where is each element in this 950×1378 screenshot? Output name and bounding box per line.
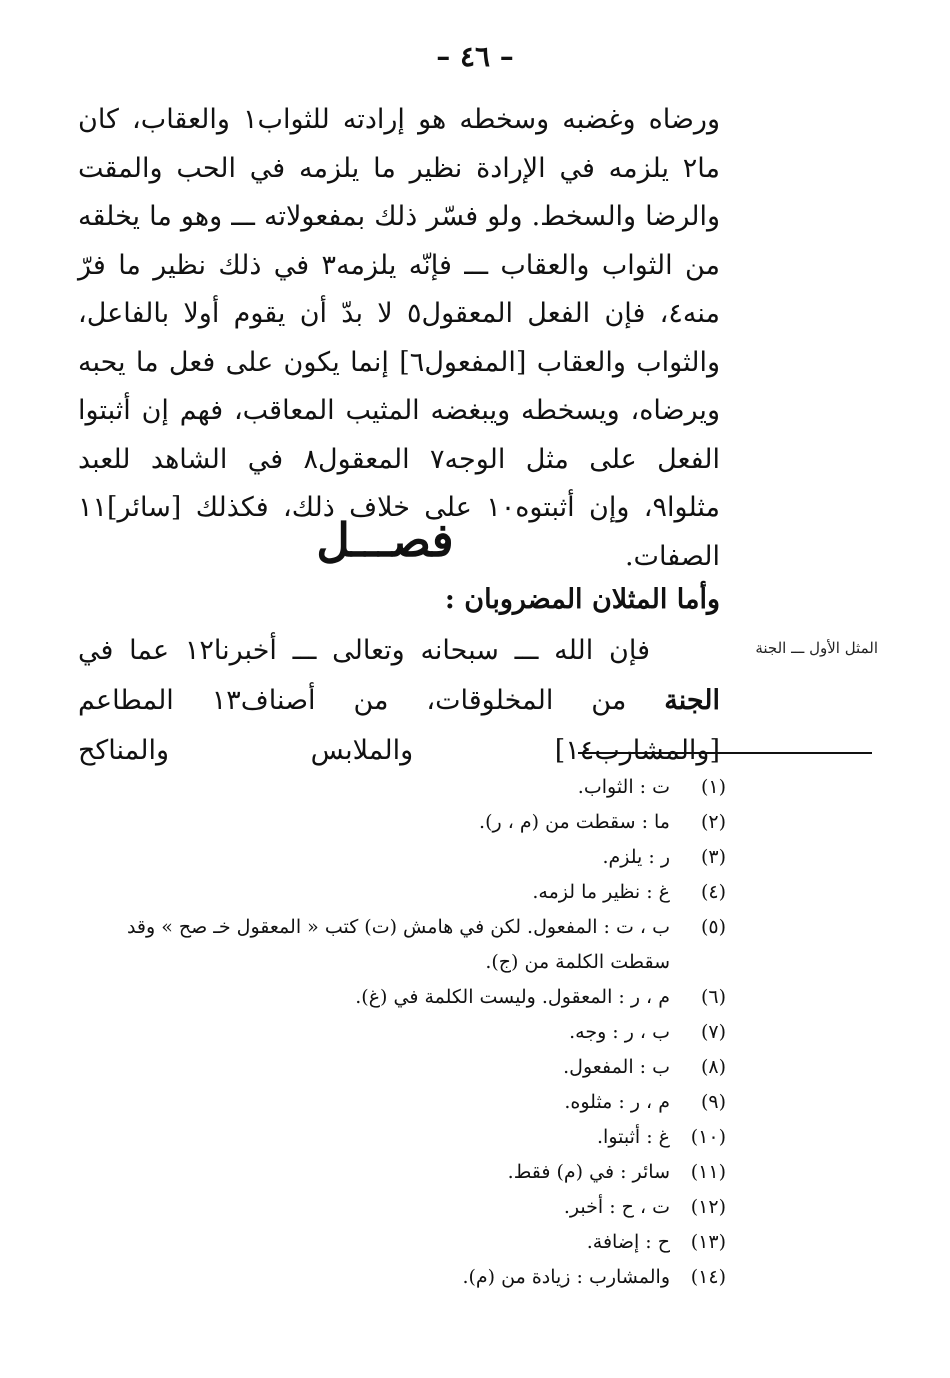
footnote-text: ما : سقطت من (م ، ر).	[479, 811, 670, 833]
footnote-number: (١)	[700, 776, 726, 798]
footnote-item	[70, 770, 726, 805]
footnote-divider	[578, 752, 872, 754]
section-paragraph-end: من المخلوقات، من أصناف١٣ المطاعم [والمشارب١٤] والملابس والمناكح	[78, 685, 720, 766]
footnote-number: (٧)	[700, 1021, 726, 1043]
footnote-text: ت : الثواب.	[577, 776, 670, 798]
footnote-text: والمشارب : زيادة من (م).	[462, 1266, 670, 1288]
footnote-item	[70, 875, 726, 910]
footnote-number: (١٠)	[690, 1126, 726, 1148]
footnote-text: سائر : في (م) فقط.	[507, 1161, 670, 1183]
main-text-block	[78, 96, 720, 581]
footnote-number: (٤)	[700, 881, 726, 903]
footnote-item	[70, 1225, 726, 1260]
footnote-number: (١٢)	[690, 1196, 726, 1218]
section-paragraph-bold: الجنة	[664, 685, 720, 716]
section-paragraph-start: فإن الله ـــ سبحانه وتعالى ـــ أخبرنا١٢ عما في	[78, 635, 650, 666]
footnote-text: ب ، ر : وجه.	[569, 1021, 670, 1043]
main-paragraph: ورضاه وغضبه وسخطه هو إرادته للثواب١ والعقاب، كان ما٢ يلزمه في الإرادة نظير ما يلزمه في الحب والمقت والرضا والسخط. ولو فسّر ذلك بمفعولاته ـــ وهو ما يخلقه من الثواب والعقاب ـــ فإنّه يلزمه٣ في ذلك نظير ما فرّ منه٤، فإن الفعل المعقول٥ لا بدّ أن يقوم أولا بالفاعل، والثواب والعقاب [المفعول٦] إنما يكون على فعل ما يحبه ويرضاه، ويسخطه ويبغضه المثيب المعاقب، فهم إن أثبتوا الفعل على مثل الوجه٧ المعقول٨ في الشاهد للعبد مثلوا٩، وإن أثبتوه١٠ على خلاف ذلك، فكذلك [سائر]١١ الصفات.	[78, 104, 721, 572]
footnote-text: ر : يلزم.	[602, 846, 670, 868]
footnote-number: (١٤)	[690, 1266, 726, 1288]
footnote-item	[70, 910, 726, 980]
footnote-item	[70, 1120, 726, 1155]
footnote-number: (٥)	[700, 916, 726, 938]
footnote-text: غ : نظير ما لزمه.	[532, 881, 670, 903]
footnote-item	[70, 1085, 726, 1120]
footnote-text: ب ، ت : المفعول. لكن في هامش (ت) كتب « المعقول خـ صح » وقد سقطت الكلمة من (ج).	[126, 916, 670, 973]
footnote-item	[70, 840, 726, 875]
page-number: – ٤٦ –	[436, 40, 514, 73]
footnote-item	[70, 1155, 726, 1190]
footnote-item	[70, 1015, 726, 1050]
footnote-text: ح : إضافة.	[586, 1231, 670, 1253]
footnote-item	[70, 1050, 726, 1085]
margin-note: المثل الأول ـــ الجنة	[755, 639, 878, 657]
footnote-item	[70, 805, 726, 840]
footnote-number: (٢)	[700, 811, 726, 833]
footnote-number: (١٣)	[690, 1231, 726, 1253]
section-title: فصـــل	[316, 513, 454, 567]
footnote-number: (٦)	[700, 986, 726, 1008]
footnote-text: غ : أثبتوا.	[597, 1126, 670, 1148]
footnote-text: م ، ر : المعقول. وليست الكلمة في (غ).	[355, 986, 670, 1008]
footnote-number: (٨)	[700, 1056, 726, 1078]
footnote-text: م ، ر : مثلوه.	[564, 1091, 670, 1113]
footnote-text: ب : المفعول.	[563, 1056, 670, 1078]
footnote-item	[70, 980, 726, 1015]
footnote-number: (٣)	[700, 846, 726, 868]
footnote-item	[70, 1190, 726, 1225]
footnotes-list	[70, 770, 726, 1295]
footnote-number: (٩)	[700, 1091, 726, 1113]
footnote-item	[70, 1260, 726, 1295]
section-subheading: وأما المثلان المضروبان :	[444, 584, 720, 615]
footnote-number: (١١)	[690, 1161, 726, 1183]
footnote-text: ت ، ح : أخبر.	[563, 1196, 670, 1218]
